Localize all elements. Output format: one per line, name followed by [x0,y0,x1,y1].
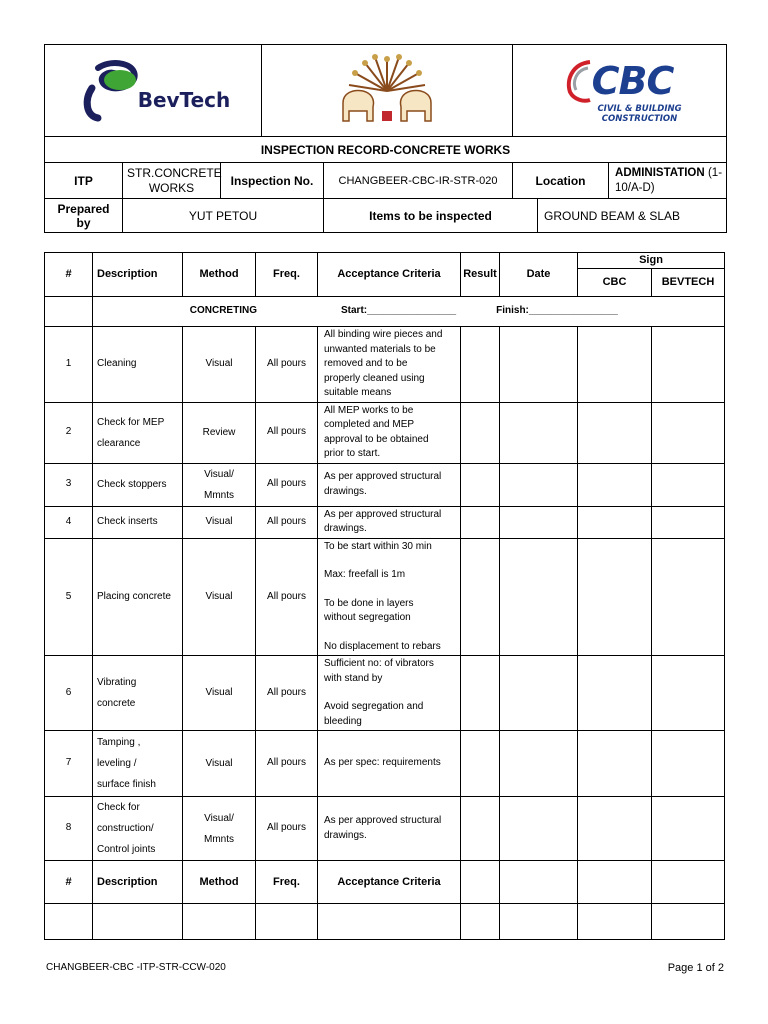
itp-label: ITP [45,163,123,199]
row-result-cell[interactable] [461,506,500,538]
row-criteria-line: Max: freefall is 1m [324,569,406,580]
row-date-cell[interactable] [500,797,578,861]
col-header-description: Description [93,253,183,297]
row-sign-cbc-cell[interactable] [578,327,652,403]
row-sign-cbc-cell[interactable] [578,463,652,506]
row-criteria [318,731,461,797]
row-sign-bevtech-cell[interactable] [652,538,725,656]
inspection-rows [45,327,725,861]
row-criteria-line: prior to start. [324,448,381,459]
row-freq: All pours [256,731,318,797]
table-row [45,656,725,731]
row-criteria-line: As per approved structural [324,815,442,826]
row-criteria-line: completed and MEP [324,419,415,430]
row-num: 6 [45,656,93,731]
row-description-line: Check stoppers [97,478,167,490]
row-sign-bevtech-cell[interactable] [652,731,725,797]
row-criteria-line: As per spec: requirements [324,757,441,769]
footer-col-freq: Freq. [256,861,318,904]
row-method [183,731,256,797]
itp-value-line2: WORKS [148,180,195,195]
row-criteria [318,656,461,731]
row-date-cell[interactable] [500,538,578,656]
cbc-logo [513,45,726,136]
row-criteria [318,797,461,861]
row-description-line: Cleaning [97,358,137,370]
location-value-line1: ADMINISTATION [615,166,705,179]
table-row [45,402,725,463]
row-sign-cbc-cell[interactable] [578,797,652,861]
inspection-no-label: Inspection No. [221,163,324,199]
row-criteria-line: drawings. [324,523,367,534]
row-description [93,731,183,797]
row-num: 7 [45,731,93,797]
col-header-criteria: Acceptance Criteria [318,253,461,297]
row-criteria-line: Avoid segregation and [324,701,424,712]
row-criteria [318,463,461,506]
col-header-freq: Freq. [256,253,318,297]
row-description-line: Control joints [97,844,156,855]
row-result-cell[interactable] [461,402,500,463]
col-header-sign-cbc: CBC [578,269,652,297]
row-date-cell[interactable] [500,327,578,403]
row-criteria-line: unwanted materials to be [324,343,436,355]
row-freq: All pours [256,506,318,538]
row-sign-bevtech-cell[interactable] [652,327,725,403]
row-description-line: Check for [97,802,140,813]
row-description-line: construction/ [97,823,154,834]
table-row [45,538,725,656]
row-result-cell[interactable] [461,327,500,403]
row-description-line: leveling / [97,758,137,769]
row-method [183,538,256,656]
location-value-line2: 10/A-D) [615,181,655,194]
row-criteria-line: No displacement to rebars [324,640,441,652]
section-start: Start:________________ [341,305,457,317]
row-method-line: Visual [205,757,233,769]
row-description [93,656,183,731]
footer-col-description: Description [93,861,183,904]
row-date-cell[interactable] [500,731,578,797]
row-result-cell[interactable] [461,463,500,506]
row-freq: All pours [256,656,318,731]
row-criteria [318,506,461,538]
row-criteria-line: properly cleaned using [324,372,425,384]
footer-col-method: Method [183,861,256,904]
table-row [45,506,725,538]
section-num-cell [45,297,93,327]
row-method-line: Review [202,426,236,438]
row-description-line: Tamping , [97,737,141,748]
row-criteria-line: drawings. [324,829,367,841]
itp-value [123,163,221,199]
location-label: Location [513,163,609,199]
row-sign-bevtech-cell[interactable] [652,506,725,538]
col-header-sign-bevtech: BEVTECH [652,269,725,297]
row-description [93,538,183,656]
section-row [93,297,725,327]
row-criteria-line: Sufficient no: of vibrators [324,658,434,669]
row-result-cell[interactable] [461,731,500,797]
cbc-subtitle-line2: CONSTRUCTION [601,113,678,124]
row-num: 4 [45,506,93,538]
row-result-cell[interactable] [461,656,500,731]
prepared-by-value: YUT PETOU [123,199,324,233]
bevtech-logo [45,45,261,136]
emblem-cell [262,45,513,137]
elephant-emblem-icon [335,51,439,127]
row-sign-cbc-cell[interactable] [578,506,652,538]
row-method-line: Mmnts [204,489,234,501]
row-criteria-line: removed and to be [324,358,408,369]
inspection-no-value: CHANGBEER-CBC-IR-STR-020 [324,163,513,199]
row-sign-bevtech-cell[interactable] [652,463,725,506]
row-description-line: Vibrating [97,677,137,688]
cbc-swoosh-icon [566,58,592,104]
footer-col-num: # [45,861,93,904]
row-result-cell[interactable] [461,538,500,656]
row-sign-cbc-cell[interactable] [578,538,652,656]
col-header-result: Result [461,253,500,297]
row-description-line: Check inserts [97,516,158,527]
row-criteria-line: with stand by [324,672,383,684]
row-freq: All pours [256,327,318,403]
row-result-cell[interactable] [461,797,500,861]
row-num: 2 [45,402,93,463]
col-header-sign: Sign [578,253,725,269]
row-criteria [318,327,461,403]
row-method-line: Visual [205,516,233,527]
row-description [93,797,183,861]
row-date-cell[interactable] [500,506,578,538]
row-description [93,463,183,506]
row-method [183,656,256,731]
row-criteria-line: drawings. [324,485,367,497]
row-criteria [318,538,461,656]
row-description-line: clearance [97,437,141,449]
row-method-line: Visual [205,687,233,698]
row-sign-cbc-cell[interactable] [578,656,652,731]
row-num: 1 [45,327,93,403]
page-number: Page 1 of 2 [667,962,724,974]
row-sign-cbc-cell[interactable] [578,402,652,463]
inspection-table [44,252,725,940]
row-method [183,506,256,538]
row-method [183,797,256,861]
location-value [609,163,727,199]
row-criteria-line: To be start within 30 min [324,540,432,552]
row-method [183,327,256,403]
row-description [93,506,183,538]
row-num: 5 [45,538,93,656]
row-criteria-line: As per approved structural [324,508,442,520]
table-row [45,797,725,861]
section-label: CONCRETING [189,305,257,317]
row-description [93,402,183,463]
cbc-subtitle-line1: CIVIL & BUILDING [597,103,682,114]
prepared-by-label: Prepared by [45,199,123,233]
row-criteria-line: As per approved structural [324,471,442,482]
row-method-line: Visual [205,590,233,602]
row-method [183,402,256,463]
bevtech-wordmark: BevTech [137,87,231,112]
footer-col-criteria: Acceptance Criteria [318,861,461,904]
row-date-cell[interactable] [500,402,578,463]
row-sign-bevtech-cell[interactable] [652,797,725,861]
cbc-logo-cell [513,45,727,137]
row-description-line: Check for MEP [97,416,165,428]
document-code: CHANGBEER-CBC -ITP-STR-CCW-020 [46,962,226,973]
row-criteria-line: suitable means [324,387,392,398]
row-criteria-line: To be done in layers [324,597,414,609]
row-method-line: Visual [205,358,233,370]
page-title: INSPECTION RECORD-CONCRETE WORKS [45,137,727,163]
section-finish: Finish:________________ [496,305,618,317]
row-freq: All pours [256,797,318,861]
bevtech-logo-cell [45,45,262,137]
table-row [45,731,725,797]
row-criteria-line: approval to be obtained [324,433,429,445]
items-to-inspect-label: Items to be inspected [324,199,538,233]
row-num: 8 [45,797,93,861]
table-row [45,327,725,403]
row-sign-bevtech-cell[interactable] [652,656,725,731]
row-sign-cbc-cell[interactable] [578,731,652,797]
col-header-date: Date [500,253,578,297]
row-criteria-line: All MEP works to be [324,404,414,416]
row-method [183,463,256,506]
itp-value-line1: STR.CONCRETE [127,165,222,180]
table-row [45,463,725,506]
bevtech-emblem-icon [76,58,146,124]
items-to-inspect-value: GROUND BEAM & SLAB [538,199,727,233]
row-criteria-line: All binding wire pieces and [324,329,443,340]
header-table [44,44,727,233]
row-description-line: surface finish [97,779,156,790]
col-header-num: # [45,253,93,297]
row-method-line: Visual/ [204,812,234,824]
row-criteria-line: bleeding [324,715,362,727]
row-date-cell[interactable] [500,463,578,506]
row-num: 3 [45,463,93,506]
row-criteria-line: without segregation [324,612,411,623]
cbc-wordmark: CBC [591,58,674,103]
row-description [93,327,183,403]
col-header-method: Method [183,253,256,297]
row-description-line: concrete [97,698,136,709]
row-description-line: Placing concrete [97,590,171,602]
row-sign-bevtech-cell[interactable] [652,402,725,463]
row-freq: All pours [256,538,318,656]
location-value-line1-suffix: (1- [707,166,723,179]
row-date-cell[interactable] [500,656,578,731]
blank-row [45,904,725,940]
row-freq: All pours [256,463,318,506]
row-freq: All pours [256,402,318,463]
row-criteria [318,402,461,463]
row-method-line: Visual/ [204,468,234,480]
row-method-line: Mmnts [204,833,234,845]
